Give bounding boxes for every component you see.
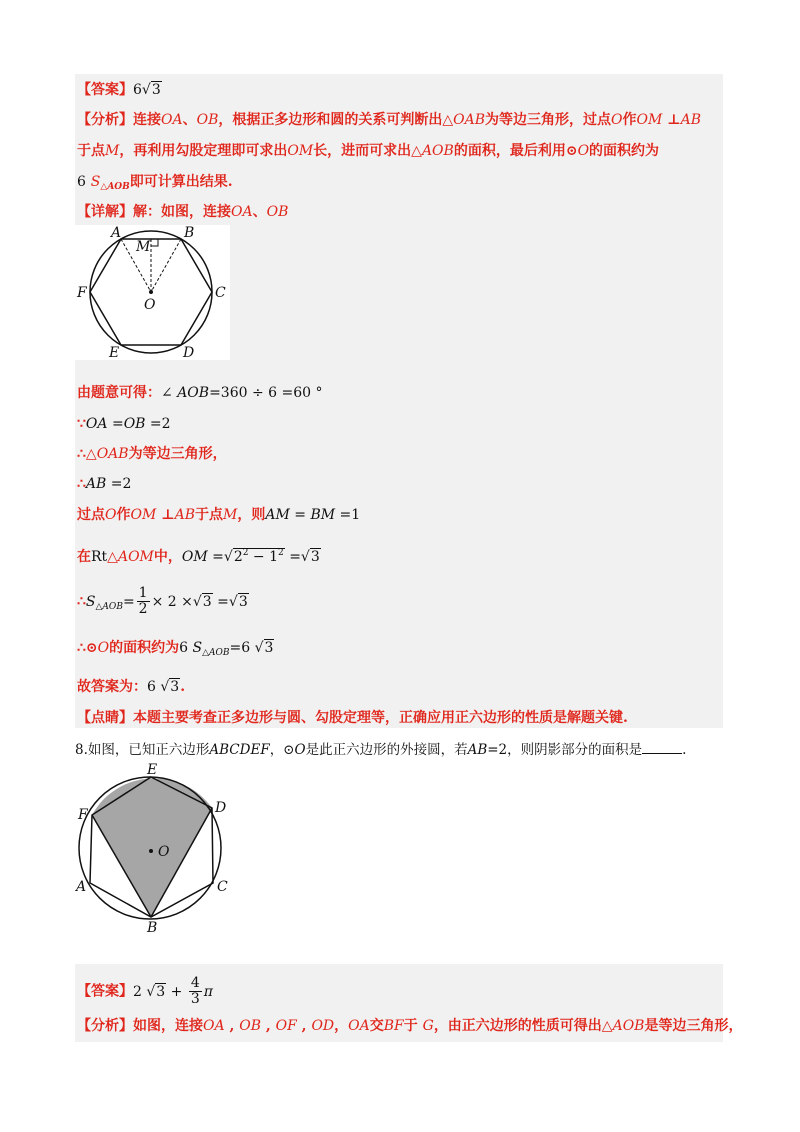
step-2: ∵OA =OB =2	[77, 416, 171, 432]
step-1: 由题意可得：∠ AOB=360 ÷ 6 =60 °	[77, 385, 323, 401]
analysis-line-2: 于点M，再利用勾股定理即可求出OM长，进而可求出△AOB的面积，最后利用⊙O的面积约为	[77, 143, 660, 159]
label-e: E	[109, 345, 120, 360]
detail-line: 【详解】解：如图，连接OA、OB	[77, 204, 289, 220]
label-o-2: O	[158, 844, 170, 860]
figure-hexagon-1	[75, 225, 230, 360]
label-o: O	[144, 297, 156, 313]
label-a-2: A	[76, 879, 87, 895]
question-8: 8.如图，已知正六边形ABCDEF，⊙O是此正六边形的外接圆，若AB=2，则阴影部分的面积是 .	[75, 742, 687, 758]
comment-line: 【点睛】本题主要考查正多边形与圆、勾股定理等，正确应用正六边形的性质是解题关键.	[77, 710, 628, 726]
step-3: ∴△OAB为等边三角形，	[77, 446, 227, 462]
step-4: ∴AB =2	[77, 476, 132, 492]
label-d-2: D	[215, 800, 227, 816]
center-point-o	[149, 290, 153, 294]
analysis-line-3: 6 $S_{\triangle AOB}$即可计算出结果.	[77, 174, 233, 192]
label-a: A	[111, 225, 122, 241]
analysis-line-block2: 【分析】如图，连接OA , OB , OF , OD，OA交BF于 G，由正六边形的性质可得出△AOB是等边三角形，	[77, 1018, 743, 1034]
figure-hexagon-2	[70, 760, 240, 940]
label-c-2: C	[217, 879, 228, 895]
label-b-2: B	[147, 920, 158, 936]
label-d: D	[183, 345, 195, 360]
label-f: F	[77, 285, 87, 301]
label-b: B	[184, 225, 195, 241]
step-6: 在Rt△AOM中，OM $=√2^2 - 1^2 =√3$	[77, 548, 320, 565]
label-m: M	[136, 239, 151, 255]
step-8: ∴⊙O的面积约为6 $S_{\triangle AOB}=6$ √3	[77, 640, 274, 658]
step-9: 故答案为：6 √3.	[77, 679, 186, 695]
answer-line: 【答案】6√3	[77, 82, 161, 98]
answer-line-2: 【答案】2 √3 + $\frac{4}{3}$ π	[77, 975, 213, 1007]
label-e-2: E	[147, 762, 158, 778]
label-f-2: F	[78, 807, 88, 823]
center-point-o-2	[149, 849, 153, 853]
step-5: 过点O作OM ⊥AB于点M，则AM = BM =1	[77, 507, 361, 523]
answer-tag: 【答案】	[77, 82, 133, 98]
label-c: C	[215, 285, 226, 301]
analysis-line-1: 【分析】连接OA、OB，根据正多边形和圆的关系可判断出△OAB为等边三角形，过点O作OM ⊥AB	[77, 112, 702, 128]
step-7: $\therefore S_{\triangle AOB}=$ $\frac{1}{2}$ × 2 ×√3 =√3	[77, 585, 248, 617]
